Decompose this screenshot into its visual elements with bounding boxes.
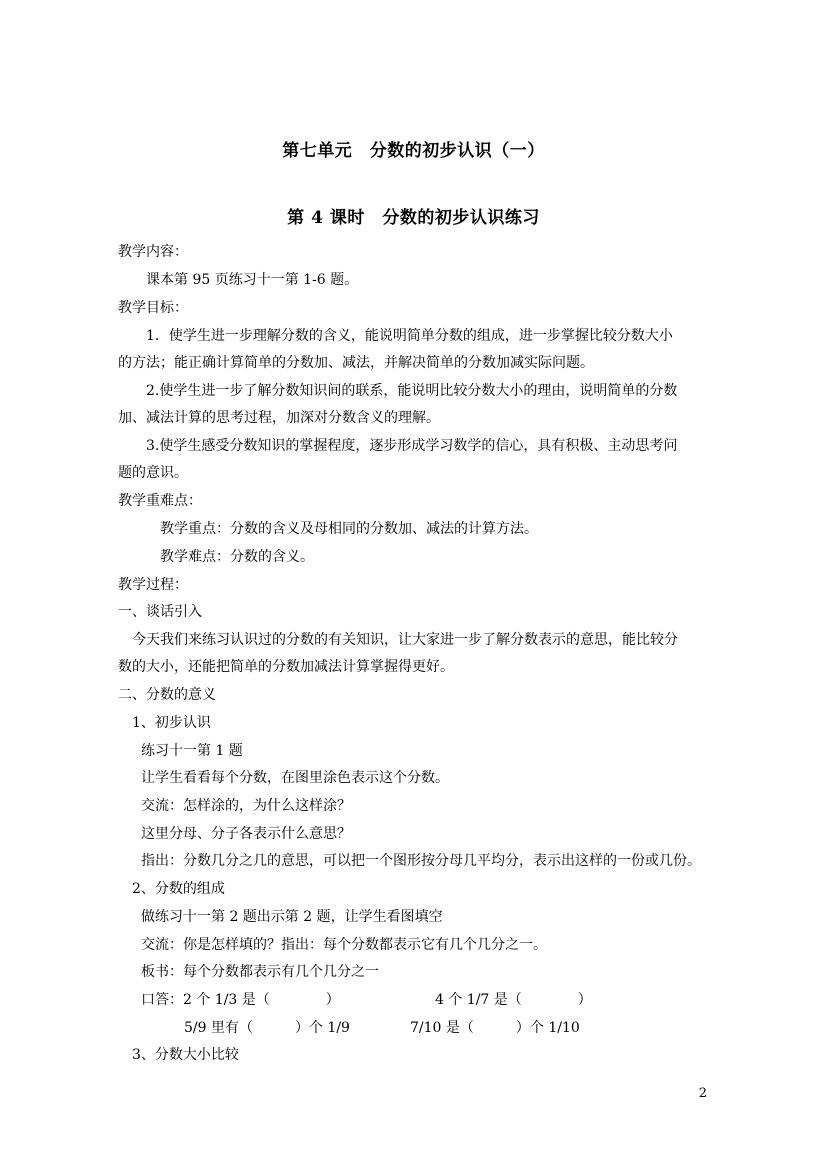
key-point: 教学重点：分数的含义及母相同的分数加、减法的计算方法。 — [160, 521, 538, 537]
exercise-1-point-out: 指出：分数几分之几的意思，可以把一个图形按分母几平均分，表示出这样的一份或几份。 — [141, 853, 701, 869]
subsection-3-heading: 3、分数大小比较 — [132, 1047, 239, 1063]
intro-line-2: 数的大小，还能把简单的分数加减法计算掌握得更好。 — [118, 659, 454, 675]
exercise-1-discussion: 交流：怎样涂的，为什么这样涂？ — [141, 798, 351, 814]
objective-1-line-2: 的方法；能正确计算简单的分数加、减法，并解决简单的分数加减实际问题。 — [118, 355, 594, 371]
section-heading-process: 教学过程： — [118, 577, 188, 593]
exercise-2-discussion: 交流：你是怎样填的？指出：每个分数都表示它有几个几分之一。 — [141, 937, 547, 953]
section-heading-objectives: 教学目标： — [118, 300, 188, 316]
board-writing: 板书：每个分数都表示有几个几分之一 — [141, 964, 379, 980]
exercise-2-instruction: 做练习十一第 2 题出示第 2 题，让学生看图填空 — [141, 909, 443, 925]
oral-question-4: 7/10 是（ ）个 1/10 — [410, 1020, 580, 1036]
exercise-1-label: 练习十一第 1 题 — [141, 743, 243, 759]
content-text: 课本第 95 页练习十一第 1-6 题。 — [146, 272, 359, 288]
oral-question-2: 4 个 1/7 是（ ） — [435, 992, 592, 1008]
page-number: 2 — [698, 1086, 707, 1101]
part-two-heading: 二、分数的意义 — [118, 687, 216, 703]
objective-2-line-2: 加、减法计算的思考过程，加深对分数含义的理解。 — [118, 410, 440, 426]
subsection-1-heading: 1、初步认识 — [132, 715, 211, 731]
unit-title: 第七单元 分数的初步认识（一） — [282, 141, 545, 161]
section-heading-key-points: 教学重难点： — [118, 493, 202, 509]
objective-3-line-1: 3.使学生感受分数知识的掌握程度，逐步形成学习数学的信心，具有积极、主动思考问 — [146, 438, 678, 454]
section-heading-content: 教学内容： — [118, 244, 188, 260]
difficult-point: 教学难点：分数的含义。 — [160, 549, 314, 565]
objective-2-line-1: 2.使学生进一步了解分数知识间的联系，能说明比较分数大小的理由，说明简单的分数 — [146, 383, 678, 399]
objective-3-line-2: 题的意识。 — [118, 465, 188, 481]
exercise-1-question: 这里分母、分子各表示什么意思？ — [141, 826, 351, 842]
objective-1-line-1: 1．使学生进一步理解分数的含义，能说明简单分数的组成，进一步掌握比较分数大小 — [146, 328, 673, 344]
oral-question-3: 5/9 里有（ ）个 1/9 — [184, 1020, 350, 1036]
part-one-heading: 一、谈话引入 — [118, 604, 202, 620]
oral-question-1: 口答：2 个 1/3 是（ ） — [141, 992, 340, 1008]
intro-line-1: 今天我们来练习认识过的分数的有关知识，让大家进一步了解分数表示的意思，能比较分 — [132, 632, 678, 648]
exercise-1-instruction: 让学生看看每个分数，在图里涂色表示这个分数。 — [141, 770, 449, 786]
subsection-2-heading: 2、分数的组成 — [132, 881, 225, 897]
lesson-title: 第 4 课时 分数的初步认识练习 — [287, 208, 540, 228]
